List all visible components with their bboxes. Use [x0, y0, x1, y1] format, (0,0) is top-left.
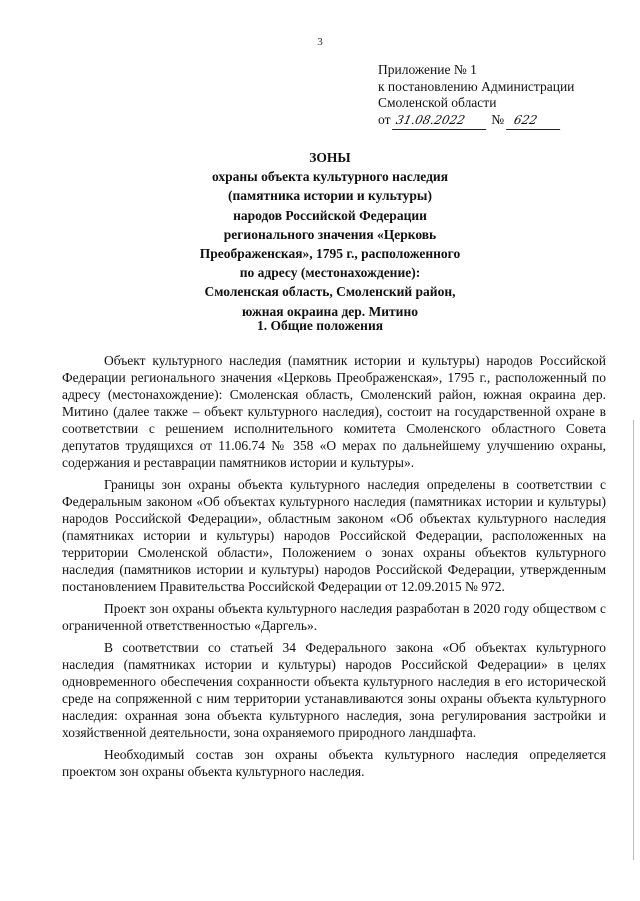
section-heading: 1. Общие положения [256, 318, 384, 333]
paragraph: В соответствии со статьей 34 Федерального закона «Об объектах культурного наследия (памятниках истории и культуры) народов Российской Федерации» в целях одновременного обеспечения сохранности объекта культурного наследия в его исторической среде на сопряженной с ним территории устанавливаются зоны охраны объекта культурного наследия: охранная зона объекта культурного наследия, зона регулирования застройки и хозяйственной деятельности, зона охраняемого природного ландшафта. [62, 640, 606, 740]
from-label: от [378, 111, 391, 127]
scan-edge-line [633, 420, 634, 860]
number-label: № [491, 111, 505, 127]
title-line: по адресу (местонахождение): [239, 265, 421, 281]
appendix-line-1: Приложение № 1 [378, 62, 477, 77]
appendix-line-2: к постановлению Администрации [378, 78, 575, 94]
paragraph: Проект зон охраны объекта культурного наследия разработан в 2020 году обществом с ограниченной ответственностью «Даргель». [62, 601, 606, 633]
paragraph: Границы зон охраны объекта культурного наследия определены в соответствии с Федеральным законом «Об объектах культурного наследия (памятниках истории и культуры) народов Российской Федерации», областным законом «Об объектах культурного наследия (памятниках истории и культуры) народов Российской Федерации, расположенных на территории Смоленской области», Положением о зонах охраны объектов культурного наследия (памятников истории и культуры) народов Российской Федерации, утвержденным постановлением Правительства Российской Федерации от 12.09.2015 № 972. [62, 477, 606, 594]
paragraph: Объект культурного наследия (памятник истории и культуры) народов Российской Федерации регионального значения «Церковь Преображенская», 1795 г., расположенный по адресу (местонахождение): Смоленская область, Смоленский район, южная окраина дер. Митино (далее также – объект культурного наследия), состоит на государственной охране в соответствии с решением исполнительного комитета Смоленского областного Совета депутатов трудящихся от 11.06.74 № 358 «О мерах по дальнейшему улучшению охраны, содержания и реставрации памятников истории и культуры». [62, 353, 606, 470]
title-line: Преображенская», 1795 г., расположенного [199, 246, 461, 262]
title-line: (памятника истории и культуры) [228, 188, 432, 204]
document-title [160, 148, 500, 321]
page-number: 3 [317, 36, 323, 48]
title-line: народов Российской Федерации [233, 207, 427, 223]
appendix-line-3: Смоленской области [378, 95, 497, 110]
handwritten-number: 622 [506, 112, 564, 130]
paragraph: Необходимый состав зон охраны объекта культурного наследия определяется проектом зон охраны объекта культурного наследия. [62, 747, 606, 779]
title-line: ЗОНЫ [309, 150, 351, 165]
body-text [62, 352, 606, 785]
handwritten-date: 31.08.2022 [392, 112, 490, 130]
appendix-date-line [378, 112, 628, 130]
title-line: Смоленская область, Смоленский район, [204, 284, 456, 300]
title-line: регионального значения «Церковь [223, 226, 437, 242]
title-line: южная окраина дер. Митино [242, 303, 418, 319]
title-line: охраны объекта культурного наследия [211, 169, 449, 185]
appendix-block [378, 62, 628, 129]
